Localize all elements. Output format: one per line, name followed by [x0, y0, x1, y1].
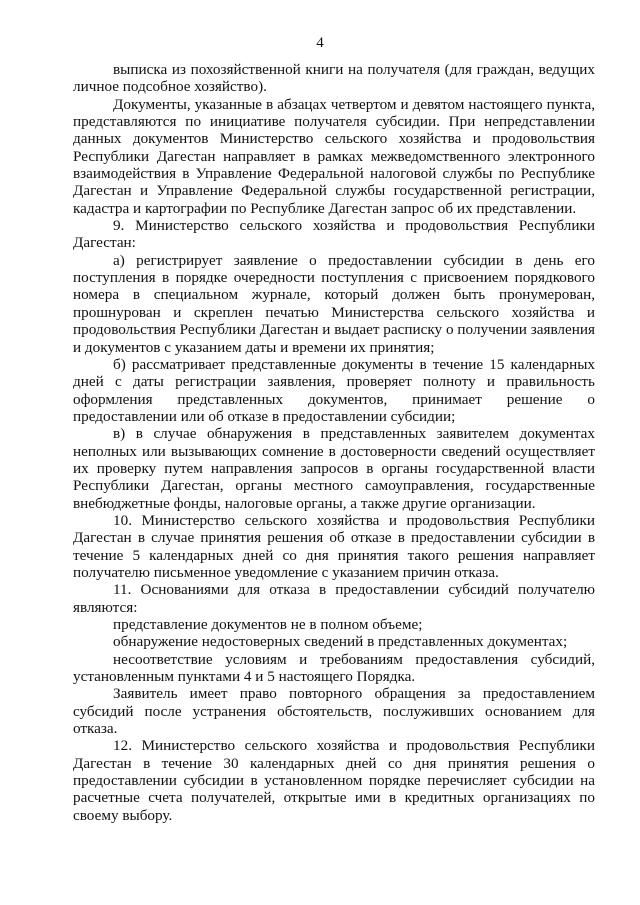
paragraph-reapplication-right: Заявитель имеет право повторного обращения за предоставлением субсидий после устранения обстоятельств, послуживших основанием для отказа.: [73, 685, 595, 738]
paragraph-item-9v: в) в случае обнаружения в представленных заявителем документах неполных или вызывающих сомнение в достоверности сведений осуществляет их проверку путем направления запросов в органы государственной власти Республики Дагестан, органы местного самоуправления, государственные внебюджетные фонды, налоговые органы, а также другие организации.: [73, 425, 595, 512]
paragraph-item-9a: а) регистрирует заявление о предоставлении субсидии в день его поступления в порядке очередности поступления с присвоением порядкового номера в специальном журнале, который должен быть пронумерован, прошнурован и скреплен печатью Министерства сельского хозяйства и продовольствия Республики Дагестан и выдает расписку о получении заявления и документов с указанием даты и времени их принятия;: [73, 251, 595, 356]
paragraph-item-12: 12. Министерство сельского хозяйства и продовольствия Республики Дагестан в течение 30 календарных дней со дня принятия решения о предоставлении субсидии в установленном порядке перечисляет субсидии на расчетные счета получателей, открытые ими в кредитных организациях по своему выбору.: [73, 737, 595, 824]
paragraph-refusal-reason-incomplete: представление документов не в полном объеме;: [113, 616, 423, 633]
paragraph-item-9b: б) рассматривает представленные документы в течение 15 календарных дней с даты регистрации заявления, проверяет полноту и правильность оформления представленных документов, принимает решение о предоставлении или об отказе в предоставлении субсидии;: [73, 355, 595, 425]
paragraph-refusal-reason-false-info: обнаружение недостоверных сведений в представленных документах;: [113, 633, 568, 651]
paragraph-documents-initiative: Документы, указанные в абзацах четвертом и девятом настоящего пункта, представляются по инициативе получателя субсидии. При непредставлении данных документов Министерство сельского хозяйства и продовольствия Республики Дагестан направляет в рамках межведомственного электронного взаимодействия в Управление Федеральной налоговой службы по Республике Дагестан и Управление Федеральной службы государственной регистрации, кадастра и картографии по Республике Дагестан запрос об их представлении.: [73, 95, 595, 217]
paragraph-extract-household-book: выписка из похозяйственной книги на получателя (для граждан, ведущих личное подсобное хозяйство).: [73, 61, 595, 96]
paragraph-item-10: 10. Министерство сельского хозяйства и продовольствия Республики Дагестан в случае принятия решения об отказе в предоставлении субсидии в течение 5 календарных дней со дня принятия такого решения направляет получателю письменное уведомление с указанием причин отказа.: [73, 511, 595, 581]
document-body: [73, 61, 595, 824]
paragraph-refusal-reason-nonconformity: несоответствие условиям и требованиям предоставления субсидий, установленным пунктами 4 и 5 настоящего Порядка.: [73, 650, 595, 686]
paragraph-item-11: 11. Основаниями для отказа в предоставлении субсидий получателю являются:: [73, 581, 595, 616]
page-number: 4: [316, 35, 324, 51]
paragraph-item-9: 9. Министерство сельского хозяйства и продовольствия Республики Дагестан:: [73, 217, 595, 252]
